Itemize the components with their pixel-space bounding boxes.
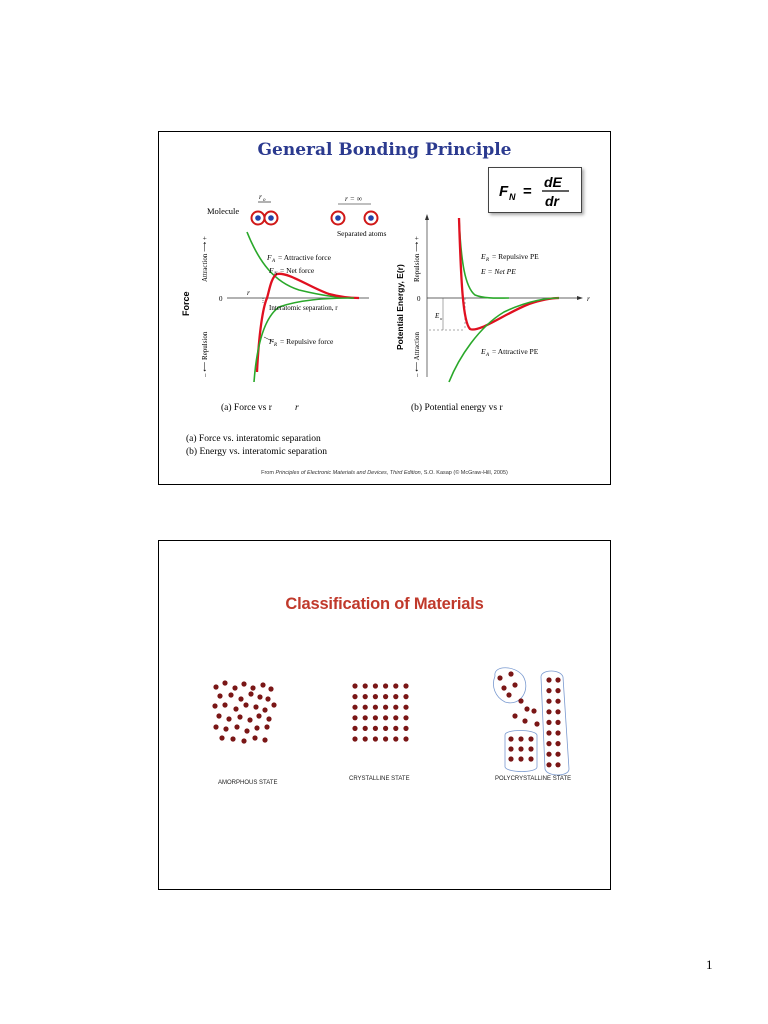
amorphous-atom [260, 682, 265, 687]
amorphous-label: AMORPHOUS STATE [218, 780, 278, 786]
amorphous-atom [248, 691, 253, 696]
polycrystalline-atom [534, 721, 539, 726]
crystalline-atom [373, 715, 378, 720]
crystalline-atom [352, 705, 357, 710]
force-axis-title: Force [181, 291, 191, 316]
ea-label: = Attractive PE [492, 347, 539, 356]
polycrystalline-atom [555, 762, 560, 767]
amorphous-atom [241, 681, 246, 686]
fn-label: = Net force [280, 266, 315, 275]
polycrystalline-label: POLYCRYSTALLINE STATE [495, 776, 572, 782]
fr-label: = Repulsive force [280, 337, 334, 346]
polycrystalline-atom [555, 677, 560, 682]
separated-nucleus-right [368, 215, 374, 221]
crystalline-atom [363, 726, 368, 731]
amorphous-atom [226, 716, 231, 721]
caption-line-a: (a) Force vs. interatomic separation [186, 434, 321, 444]
amorphous-atom [247, 717, 252, 722]
crystalline-label: CRYSTALLINE STATE [349, 776, 410, 782]
force-panel [181, 192, 386, 413]
crystalline-atom [403, 715, 408, 720]
r0-axis-label: r [247, 288, 250, 297]
e0-label: E [435, 312, 440, 320]
slide-general-bonding [158, 131, 611, 485]
amorphous-atom [252, 735, 257, 740]
polycrystalline-atom [528, 736, 533, 741]
crystalline-atom [383, 715, 388, 720]
crystalline-atom [393, 715, 398, 720]
molecule-label: Molecule [207, 206, 240, 216]
amorphous-atom [216, 713, 221, 718]
r0-sub: o [263, 198, 266, 203]
material-states-figure [159, 541, 610, 889]
svg-text:A: A [272, 259, 276, 264]
crystalline-atom [393, 683, 398, 688]
slide-classification [158, 540, 611, 890]
energy-repulsion-label: Repulsion ⟶ + [413, 236, 421, 282]
polycrystalline-atom [555, 752, 560, 757]
amorphous-atom [241, 738, 246, 743]
crystalline-atom [352, 736, 357, 741]
amorphous-atom [222, 702, 227, 707]
polycrystalline-atom [508, 736, 513, 741]
crystalline-atom [373, 705, 378, 710]
r-infinity-label: r = ∞ [345, 194, 363, 203]
amorphous-atom [257, 694, 262, 699]
fr-symbol: F [269, 337, 274, 346]
crystalline-atom [352, 715, 357, 720]
crystalline-atom [352, 683, 357, 688]
crystalline-atom [363, 694, 368, 699]
formula-eq: = [523, 183, 532, 200]
polycrystalline-atom [512, 713, 517, 718]
polycrystalline-atom [555, 709, 560, 714]
page-number: 1 [706, 957, 713, 972]
grain-boundary [541, 671, 569, 775]
amorphous-atom [271, 702, 276, 707]
crystalline-atom [403, 683, 408, 688]
amorphous-atom [262, 737, 267, 742]
polycrystalline-atom [546, 741, 551, 746]
amorphous-atom [228, 692, 233, 697]
polycrystalline-atom [522, 718, 527, 723]
source-credit: From Principles of Electronic Materials and Devices, Third Edition, S.O. Kasap (© McGraw-Hill, 2005) [261, 470, 508, 476]
svg-text:r: r [295, 403, 299, 413]
crystalline-atom [373, 736, 378, 741]
svg-text:E: E [481, 347, 486, 356]
crystalline-atom [383, 683, 388, 688]
amorphous-atom [222, 680, 227, 685]
amorphous-atom [266, 716, 271, 721]
polycrystalline-atom [508, 756, 513, 761]
crystalline-atom [363, 705, 368, 710]
crystalline-atom [383, 736, 388, 741]
fa-label: = Attractive force [278, 253, 331, 262]
amorphous-atom [264, 724, 269, 729]
slide-title: General Bonding Principle [257, 140, 512, 160]
polycrystalline-atom [512, 682, 517, 687]
energy-panel-caption: (b) Potential energy vs r [411, 403, 503, 413]
crystalline-atom [373, 683, 378, 688]
polycrystalline-atom [518, 756, 523, 761]
separated-nucleus-left [335, 215, 341, 221]
polycrystalline-atom [508, 746, 513, 751]
amorphous-atom [268, 686, 273, 691]
crystalline-atom [393, 736, 398, 741]
fn-symbol: F [269, 266, 274, 275]
polycrystalline-atom [546, 720, 551, 725]
crystalline-atom [373, 694, 378, 699]
crystalline-atom [383, 705, 388, 710]
amorphous-atom [230, 736, 235, 741]
svg-text:E: E [481, 252, 486, 261]
svg-text:A: A [486, 353, 490, 358]
force-panel-caption: (a) Force vs r [221, 403, 272, 413]
polycrystalline-atom [528, 746, 533, 751]
fa-symbol: F [267, 253, 272, 262]
crystalline-atom [352, 694, 357, 699]
polycrystalline-atom [497, 675, 502, 680]
crystalline-atom [352, 726, 357, 731]
energy-attraction-label: – ⟵ Attraction [413, 331, 421, 377]
svg-text:R: R [486, 258, 490, 263]
polycrystalline-atom [546, 688, 551, 693]
amorphous-atom [254, 725, 259, 730]
polycrystalline-atom [555, 741, 560, 746]
force-x-label: Interatomic separation, r [269, 304, 338, 312]
crystalline-atom [403, 694, 408, 699]
amorphous-atom [256, 713, 261, 718]
energy-zero: 0 [417, 295, 421, 303]
polycrystalline-atom [506, 692, 511, 697]
energy-r-label: r [587, 294, 590, 303]
svg-text:N: N [274, 272, 278, 277]
amorphous-atom [265, 696, 270, 701]
polycrystalline-atom [508, 671, 513, 676]
crystalline-atom [363, 683, 368, 688]
caption-line-b: (b) Energy vs. interatomic separation [186, 447, 327, 457]
amorphous-atom [233, 706, 238, 711]
attractive-force-curve [247, 232, 359, 298]
crystalline-atom [363, 715, 368, 720]
polycrystalline-atom [546, 709, 551, 714]
amorphous-atom [232, 685, 237, 690]
formula-den: dr [545, 193, 559, 209]
polycrystalline-atom [546, 762, 551, 767]
amorphous-atom [219, 735, 224, 740]
crystalline-atom [373, 726, 378, 731]
amorphous-atom [223, 726, 228, 731]
polycrystalline-atom [501, 685, 506, 690]
formula-lhs-sub: N [509, 192, 516, 202]
amorphous-atom [262, 707, 267, 712]
crystalline-atom [393, 705, 398, 710]
amorphous-atom [253, 704, 258, 709]
crystalline-atom [383, 694, 388, 699]
molecule-nucleus-right [268, 215, 274, 221]
polycrystalline-atom [555, 688, 560, 693]
polycrystalline-atom [531, 708, 536, 713]
polycrystalline-atom [555, 730, 560, 735]
formula-lhs: F [499, 183, 509, 200]
amorphous-atom [244, 728, 249, 733]
crystalline-atom [403, 726, 408, 731]
crystalline-atom [403, 736, 408, 741]
polycrystalline-atom [518, 698, 523, 703]
amorphous-atom [234, 724, 239, 729]
amorphous-atom [213, 684, 218, 689]
polycrystalline-atom [518, 736, 523, 741]
crystalline-atom [363, 736, 368, 741]
separated-atoms-label: Separated atoms [337, 229, 387, 238]
amorphous-atom [238, 696, 243, 701]
polycrystalline-atom [546, 752, 551, 757]
amorphous-atom [237, 714, 242, 719]
polycrystalline-atom [528, 756, 533, 761]
bonding-figure [159, 132, 610, 484]
polycrystalline-atom [546, 699, 551, 704]
svg-text:R: R [274, 343, 278, 348]
crystalline-atom [393, 694, 398, 699]
force-repulsion-label: – ⟵ Repulsion [201, 331, 209, 377]
er-label: = Repulsive PE [492, 252, 539, 261]
crystalline-atom [403, 705, 408, 710]
energy-panel [395, 214, 590, 413]
e-net-label: E = Net PE [481, 267, 516, 276]
slide-title: Classification of Materials [285, 595, 484, 613]
force-zero: 0 [219, 295, 223, 303]
svg-text:o: o [440, 316, 443, 321]
net-force-curve [257, 274, 359, 372]
amorphous-atom [243, 702, 248, 707]
polycrystalline-atom [524, 706, 529, 711]
amorphous-atom [212, 703, 217, 708]
force-attraction-label: Attraction ⟶ + [201, 236, 209, 282]
r0-label: r [259, 192, 262, 201]
formula-num: dE [544, 174, 562, 190]
molecule-nucleus-left [255, 215, 261, 221]
amorphous-atom [217, 693, 222, 698]
polycrystalline-atom [555, 720, 560, 725]
amorphous-atom [213, 724, 218, 729]
polycrystalline-atom [546, 677, 551, 682]
polycrystalline-atom [546, 730, 551, 735]
energy-axis-title: Potential Energy, E(r) [395, 264, 405, 350]
crystalline-atom [383, 726, 388, 731]
polycrystalline-atom [555, 699, 560, 704]
crystalline-atom [393, 726, 398, 731]
amorphous-atom [250, 685, 255, 690]
polycrystalline-atom [518, 746, 523, 751]
